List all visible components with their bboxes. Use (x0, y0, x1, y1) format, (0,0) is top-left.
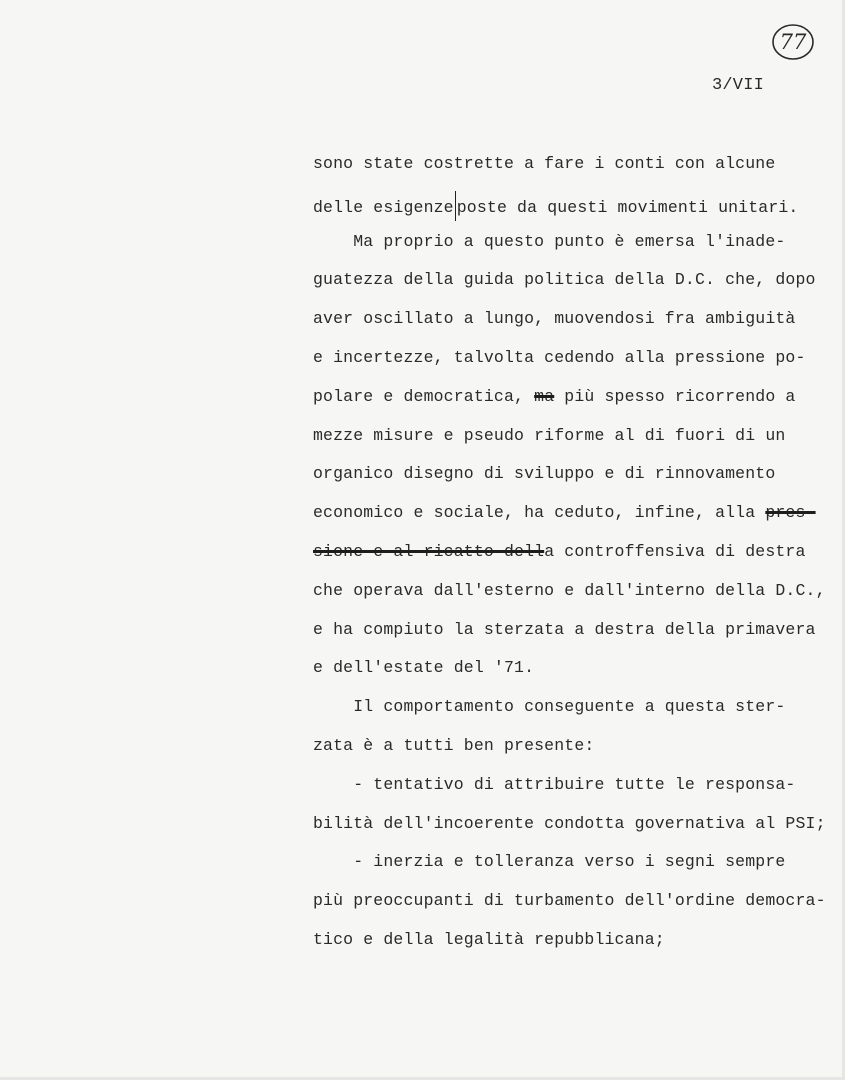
text-line: guatezza della guida politica della D.C. che, dopo (313, 270, 816, 290)
struck-text: sione e al ricatto dell (313, 541, 545, 561)
handwritten-page-stamp (771, 22, 815, 62)
text-line: sono state costrette a fare i conti con alcune (313, 154, 776, 173)
text-line: Il comportamento conseguente a questa ster- (313, 697, 786, 717)
text-line: più preoccupanti di turbamento dell'ordine democra- (313, 891, 826, 911)
text-line (313, 385, 833, 424)
text-line (313, 540, 833, 579)
text-fragment: poste da questi movimenti unitari. (456, 197, 799, 217)
text-line (313, 501, 833, 540)
text-line: aver oscillato a lungo, muovendosi fra ambiguità (313, 309, 796, 329)
text-fragment: più spesso ricorrendo a (554, 386, 796, 406)
text-line: tico e della legalità repubblicana; (313, 929, 665, 949)
text-line: - inerzia e tolleranza verso i segni sempre (313, 852, 786, 872)
typed-text-body (313, 152, 833, 967)
text-line: e incertezze, talvolta cedendo alla pressione po- (313, 347, 806, 367)
text-line (313, 191, 833, 230)
text-line: che operava dall'esterno e dall'interno della D.C., (313, 580, 826, 600)
stamp-number: 77 (779, 30, 807, 54)
text-line: zata è a tutti ben presente: (313, 735, 595, 755)
text-line: e dell'estate del '71. (313, 658, 535, 678)
page-number: 3/VII (712, 76, 765, 95)
text-line: bilità dell'incoerente condotta governativa al PSI; (313, 813, 826, 833)
struck-text: pres- (765, 503, 816, 523)
text-fragment: polare e democratica, (313, 386, 535, 406)
struck-text: ma (534, 386, 555, 406)
text-line: organico disegno di sviluppo e di rinnovamento (313, 464, 776, 484)
text-line: e ha compiuto la sterzata a destra della primavera (313, 619, 816, 639)
text-fragment: economico e sociale, ha ceduto, infine, alla (313, 503, 766, 523)
insertion-mark (455, 191, 456, 221)
text-line: Ma proprio a questo punto è emersa l'inade- (313, 231, 786, 251)
text-line: - tentativo di attribuire tutte le responsa- (313, 774, 796, 794)
text-fragment: delle esigenze (313, 197, 454, 217)
text-line: mezze misure e pseudo riforme al di fuori di un (313, 425, 786, 445)
text-fragment: a controffensiva di destra (544, 541, 806, 561)
